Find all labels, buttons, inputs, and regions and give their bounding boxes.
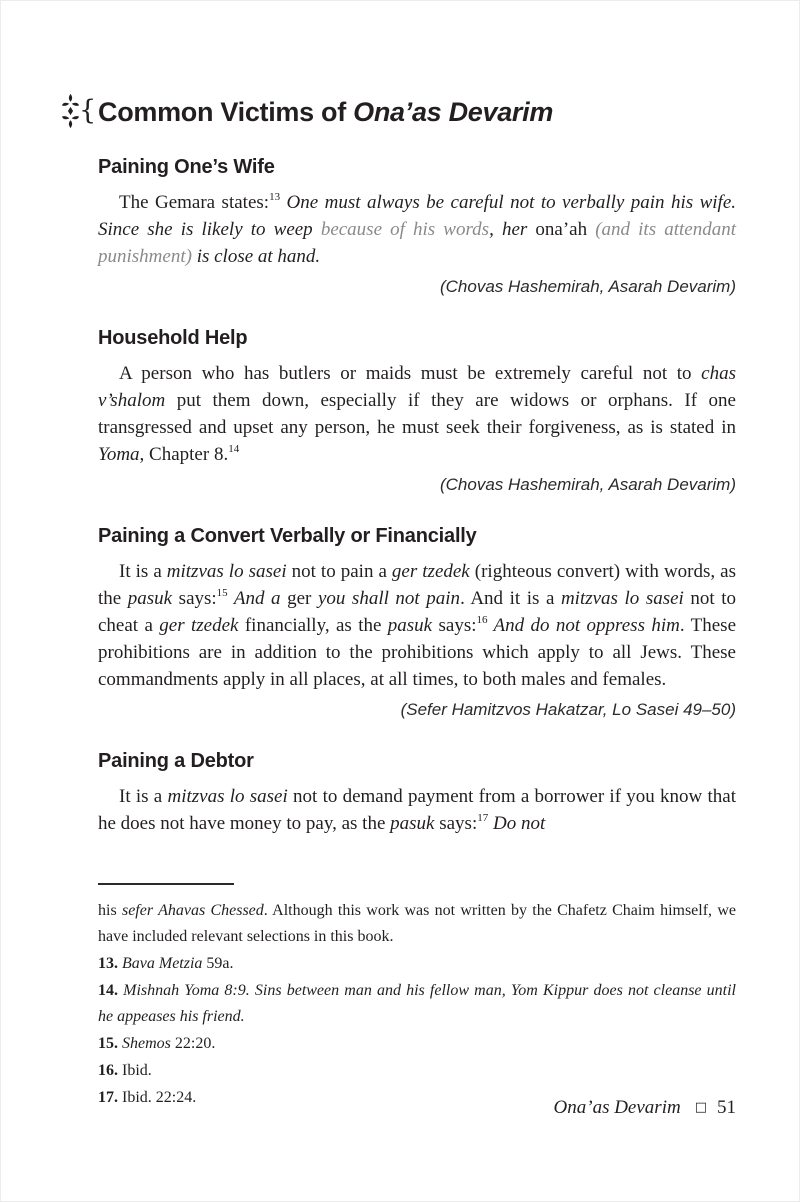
running-title: Ona’as Devarim [553, 1097, 681, 1118]
fleuron-ornament-icon [61, 93, 96, 129]
footnote-number: 15. [98, 1035, 118, 1052]
section-paining-ones-wife [98, 155, 736, 300]
title-italic-text: Ona’as Devarim [353, 97, 554, 127]
page-title [79, 95, 736, 129]
page-footer [554, 1094, 736, 1123]
section-paragraph: It is a mitzvas lo sasei not to pain a ger tzedek (righteous convert) with words, as the pasuk says:$^{15}$ And a ger you shall not pain. And it is a mitzvas lo sasei not to cheat a ger tzedek financially, as the pasuk says:$^{16}$ And do not oppress him. These prohibitions are in addition to the prohibitions which apply to all Jews. These commandments apply in all places, at all times, to both males and females. [98, 561, 737, 690]
footnote-text: Ibid. 22:24. [118, 1089, 197, 1106]
attribution: (Chovas Hashemirah, Asarah Devarim) [439, 475, 736, 494]
footnote-text: Shemos 22:20. [122, 1035, 216, 1052]
attribution: (Chovas Hashemirah, Asarah Devarim) [439, 277, 736, 296]
footnote-number: 13. [98, 955, 118, 972]
footnote-separator [98, 883, 234, 885]
footnote-number: 17. [98, 1089, 118, 1106]
section-paragraph: A person who has butlers or maids must be extremely careful not to chas v’shalom put them down, especially if they are widows or orphans. If one transgressed and upset any person, he must seek their forgiveness, as is stated in Yoma, Chapter 8.14 [98, 363, 736, 465]
section-paragraph: It is a mitzvas lo sasei not to demand payment from a borrower if you know that he does not have money to pay, as the pasuk says:$^{17}$ Do not [98, 786, 737, 834]
footnote-text: Bava Metzia 59a. [122, 955, 234, 972]
footnote-item [98, 978, 736, 1030]
footnote-text: Ibid. [118, 1062, 152, 1079]
footnote-number: 14. [98, 982, 118, 999]
section-household-help [98, 326, 736, 498]
page-number: 51 [717, 1097, 736, 1118]
footnotes [98, 883, 736, 1111]
section-heading: Household Help [98, 327, 248, 349]
section-paining-a-debtor [98, 749, 736, 837]
section-heading: Paining a Convert Verbally or Financially [98, 525, 477, 547]
footnote-item [98, 951, 736, 977]
section-heading: Paining One’s Wife [98, 156, 275, 178]
footnote-continuation: his sefer Ahavas Chessed. Although this work was not written by the Chafetz Chaim himself, we have included relevant selections in this book. [98, 902, 737, 945]
footnote-text: Mishnah Yoma 8:9. Sins between man and his fellow man, Yom Kippur does not cleanse until he appeases his friend. [98, 982, 737, 1025]
footnote-item [98, 1058, 736, 1084]
section-heading: Paining a Debtor [98, 750, 254, 772]
footnote-number: 16. [98, 1062, 118, 1079]
square-bullet-icon: □ [694, 1100, 707, 1115]
footnote-item [98, 1031, 736, 1057]
section-paragraph: The Gemara states:$^{13}$ One must always be careful not to verbally pain his wife. Since she is likely to weep because of his words, her ona’ah (and its attendant punishment) is close at hand. [98, 190, 737, 267]
section-paining-a-convert [98, 524, 736, 723]
title-text: Common Victims of [98, 97, 354, 127]
attribution: (Sefer Hamitzvos Hakatzar, Lo Sasei 49–50) [400, 700, 736, 719]
ornament-brace: { [79, 95, 96, 126]
